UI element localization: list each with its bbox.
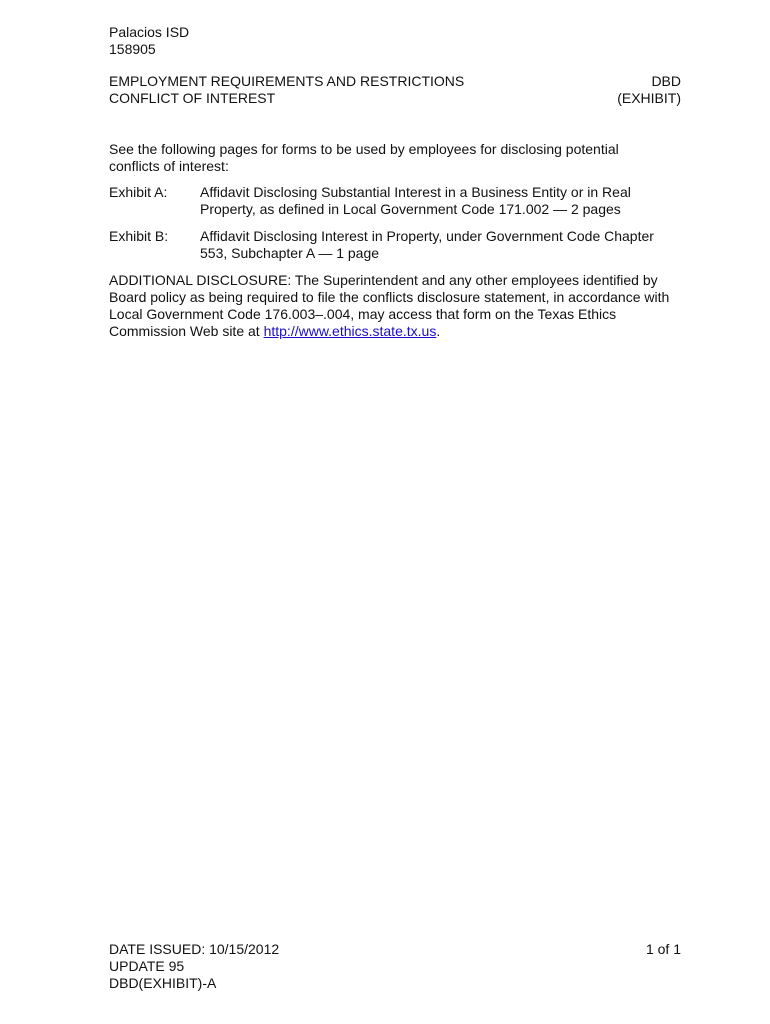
policy-type: (EXHIBIT) xyxy=(617,90,681,106)
exhibit-a-item xyxy=(109,184,681,218)
document-body xyxy=(109,141,681,340)
additional-disclosure-paragraph xyxy=(109,272,674,340)
policy-code: DBD xyxy=(651,73,681,89)
disclosure-end: . xyxy=(436,323,441,339)
document-code: DBD(EXHIBIT)-A xyxy=(109,975,217,991)
subsection-title: CONFLICT OF INTEREST xyxy=(109,90,276,106)
exhibit-b-label: Exhibit B: xyxy=(109,228,169,244)
disclosure-text: ADDITIONAL DISCLOSURE: The Superintendent and any other employees identified by Board policy as being required to file the conflicts disclosure statement, in accordance with Local Government Code 176.003–.004, may access that form on the Texas Ethics Commission Web site at xyxy=(109,272,670,339)
exhibit-a-label: Exhibit A: xyxy=(109,184,168,200)
document-footer xyxy=(109,941,681,992)
ethics-commission-link[interactable]: http://www.ethics.state.tx.us xyxy=(263,323,437,339)
date-issued: DATE ISSUED: 10/15/2012 xyxy=(109,941,280,957)
policy-title-block xyxy=(109,73,681,107)
district-name: Palacios ISD xyxy=(109,24,190,40)
exhibit-a-text: Affidavit Disclosing Substantial Interest in a Business Entity or in Real Property, as defined in Local Government Code 171.002 — 2 pages xyxy=(200,184,631,217)
exhibit-b-text: Affidavit Disclosing Interest in Property, under Government Code Chapter 553, Subchapter A — 1 page xyxy=(200,228,654,261)
district-number: 158905 xyxy=(109,41,156,57)
section-title: EMPLOYMENT REQUIREMENTS AND RESTRICTIONS xyxy=(109,73,465,89)
document-header xyxy=(109,24,681,58)
update-number: UPDATE 95 xyxy=(109,958,185,974)
page-number: 1 of 1 xyxy=(645,941,681,957)
intro-paragraph: See the following pages for forms to be used by employees for disclosing potential conflicts of interest: xyxy=(109,141,619,174)
exhibit-b-item xyxy=(109,228,681,262)
